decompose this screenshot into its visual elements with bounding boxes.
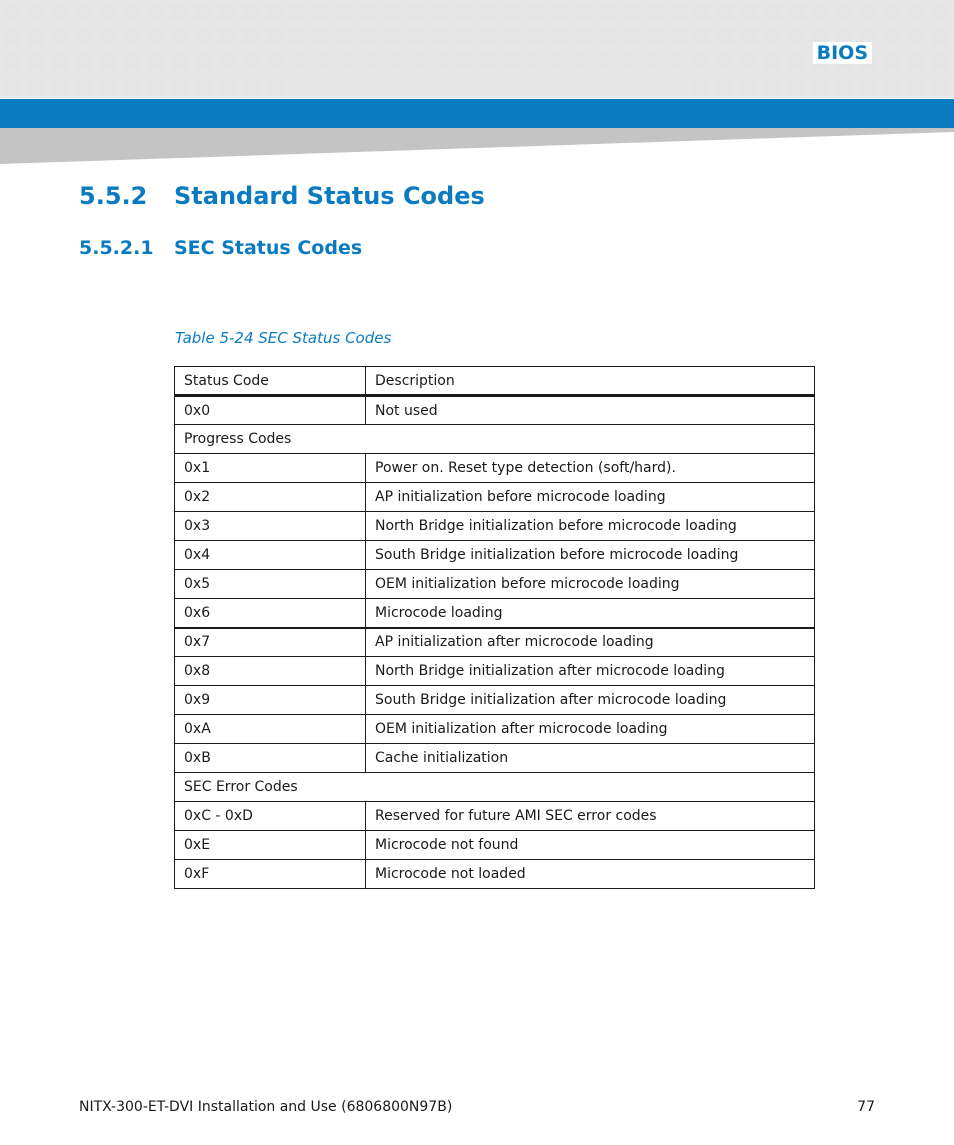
table-row [175, 570, 815, 599]
footer-page-number: 77 [857, 1099, 875, 1115]
status-code-cell: 0x5 [175, 570, 366, 599]
description-cell: South Bridge initialization before microcode loading [366, 541, 815, 570]
header-section-title: BIOS [813, 42, 872, 64]
table-row [175, 744, 815, 773]
section-heading-number: 5.5.2 [79, 182, 148, 210]
table-row [175, 396, 815, 425]
header-blue-bar [0, 99, 954, 128]
status-code-cell: 0x1 [175, 454, 366, 483]
description-cell: Microcode loading [366, 599, 815, 628]
description-cell: OEM initialization before microcode loading [366, 570, 815, 599]
table-group-row [175, 773, 815, 802]
status-code-cell: 0x7 [175, 628, 366, 657]
table-row [175, 860, 815, 889]
status-code-cell: 0x6 [175, 599, 366, 628]
footer-document-title: NITX-300-ET-DVI Installation and Use (6806800N97B) [79, 1099, 453, 1115]
table-row [175, 512, 815, 541]
description-cell: Not used [366, 396, 815, 425]
description-cell: AP initialization after microcode loading [366, 628, 815, 657]
table-row [175, 686, 815, 715]
description-cell: Microcode not loaded [366, 860, 815, 889]
header-pattern [0, 0, 954, 98]
subsection-heading [79, 237, 362, 259]
section-heading [79, 182, 485, 210]
description-cell: Power on. Reset type detection (soft/hard). [366, 454, 815, 483]
table-caption: Table 5-24 SEC Status Codes [175, 329, 392, 347]
table-row [175, 454, 815, 483]
description-cell: North Bridge initialization before microcode loading [366, 512, 815, 541]
status-code-cell: 0x0 [175, 396, 366, 425]
column-header-status-code: Status Code [175, 367, 366, 396]
table-group-row [175, 425, 815, 454]
status-code-cell: 0xF [175, 860, 366, 889]
status-code-cell: 0xC - 0xD [175, 802, 366, 831]
table-row [175, 831, 815, 860]
table-row [175, 715, 815, 744]
description-cell: Microcode not found [366, 831, 815, 860]
header-grey-wedge [0, 128, 954, 164]
status-code-cell: 0xE [175, 831, 366, 860]
group-label: SEC Error Codes [175, 773, 815, 802]
description-cell: Cache initialization [366, 744, 815, 773]
table-row [175, 599, 815, 628]
description-cell: OEM initialization after microcode loading [366, 715, 815, 744]
description-cell: AP initialization before microcode loading [366, 483, 815, 512]
subsection-heading-title: SEC Status Codes [174, 237, 363, 259]
status-code-cell: 0x8 [175, 657, 366, 686]
group-label: Progress Codes [175, 425, 815, 454]
table-header-row [175, 367, 815, 396]
table-row [175, 483, 815, 512]
section-heading-title: Standard Status Codes [174, 182, 485, 210]
table-body [175, 396, 815, 889]
subsection-heading-number: 5.5.2.1 [79, 237, 154, 259]
table-row [175, 802, 815, 831]
table-row [175, 628, 815, 657]
description-cell: South Bridge initialization after microcode loading [366, 686, 815, 715]
description-cell: North Bridge initialization after microcode loading [366, 657, 815, 686]
status-code-cell: 0xA [175, 715, 366, 744]
table-row [175, 657, 815, 686]
column-header-description: Description [366, 367, 815, 396]
description-cell: Reserved for future AMI SEC error codes [366, 802, 815, 831]
status-code-cell: 0x9 [175, 686, 366, 715]
status-codes-table [174, 366, 815, 889]
table-row [175, 541, 815, 570]
status-code-cell: 0x3 [175, 512, 366, 541]
header-grid-decoration [0, 0, 954, 98]
status-code-cell: 0x2 [175, 483, 366, 512]
status-code-cell: 0xB [175, 744, 366, 773]
status-code-cell: 0x4 [175, 541, 366, 570]
